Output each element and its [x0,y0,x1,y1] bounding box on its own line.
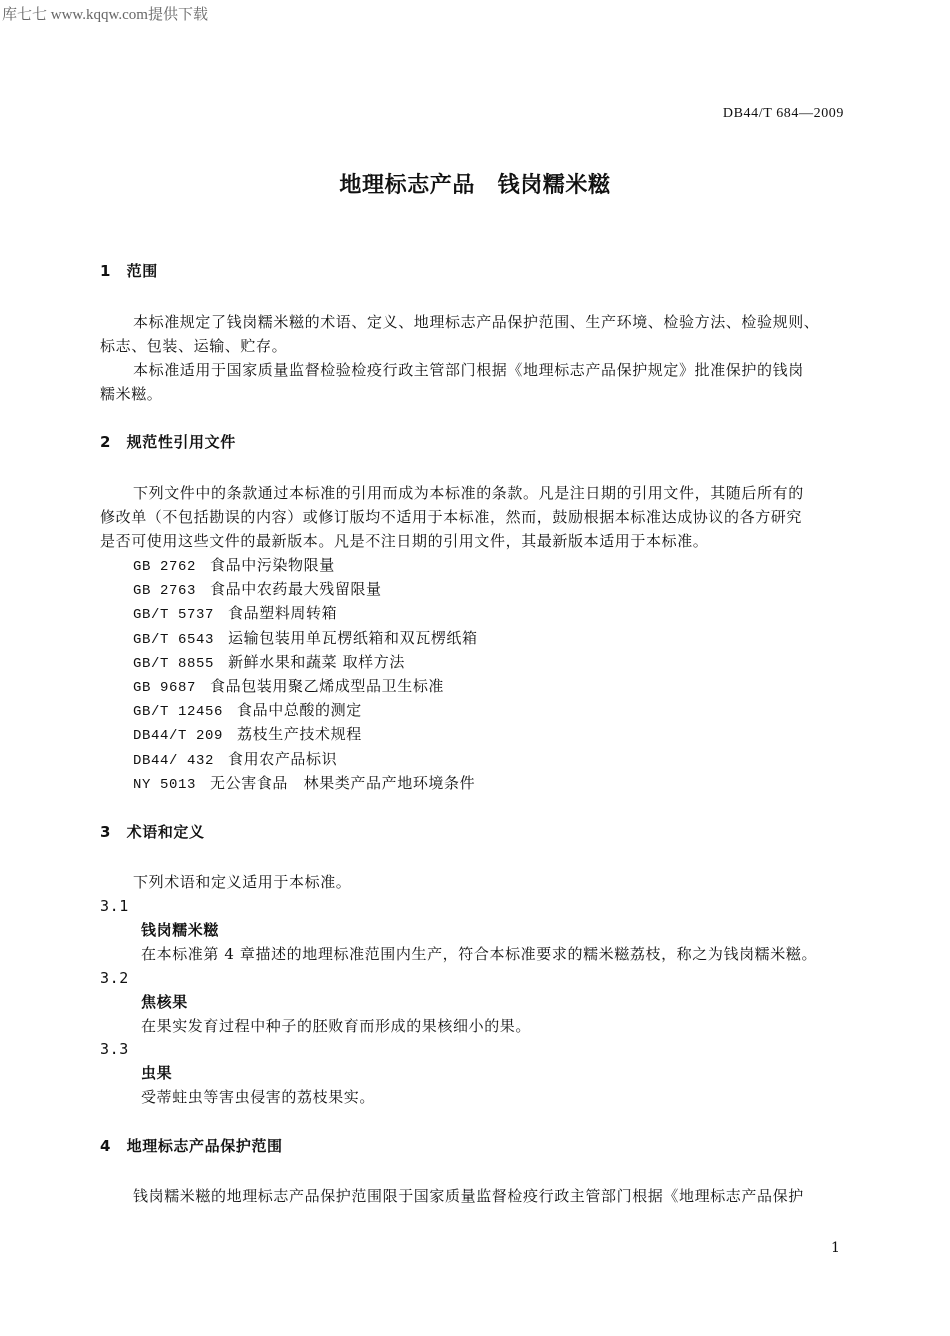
reference-code: GB 2763 [133,583,197,600]
reference-item [133,556,335,576]
reference-title: 食品包装用聚乙烯成型品卫生标准 [210,677,445,695]
reference-title: 食品中总酸的测定 [237,701,362,720]
term-name: 虫果 [141,1064,173,1082]
reference-title: 食品中污染物限量 [210,556,335,574]
term-definition: 在本标准第 4 章描述的地理标准范围内生产，符合本标准要求的糯米糍荔枝，称之为钱岗糯米糍。 [141,945,818,963]
reference-code: NY 5013 [133,776,197,793]
reference-code: GB/T 5737 [133,607,215,624]
reference-item [133,580,382,600]
section-2-heading: 2 规范性引用文件 [100,433,236,451]
paragraph-line: 本标准规定了钱岗糯米糍的术语、定义、地理标志产品保护范围、生产环境、检验方法、检验规则、 [133,313,820,331]
standard-number: DB44/T 684—2009 [722,106,844,121]
reference-title: 无公害食品 林果类产品产地环境条件 [210,773,476,792]
reference-title: 新鲜水果和蔬菜 取样方法 [228,652,405,671]
reference-title: 荔枝生产技术规程 [237,725,362,744]
reference-title: 食用农产品标识 [228,749,338,768]
reference-item [133,701,362,721]
reference-item [133,750,337,770]
reference-item [133,604,337,624]
reference-code: DB44/ 432 [133,752,215,769]
term-name: 钱岗糯米糍 [141,921,220,939]
reference-item [133,774,475,794]
paragraph-line: 下列文件中的条款通过本标准的引用而成为本标准的条款。凡是注日期的引用文件，其随后所有的 [133,484,804,502]
section-1-heading: 1 范围 [100,262,158,280]
paragraph-line: 钱岗糯米糍的地理标志产品保护范围限于国家质量监督检疫行政主管部门根据《地理标志产品保护 [133,1187,804,1205]
reference-code: GB/T 6543 [133,631,215,648]
page-number: 1 [831,1240,841,1256]
reference-item [133,725,362,745]
term-number: 3.3 [100,1040,129,1058]
term-definition: 受蒂蛀虫等害虫侵害的荔枝果实。 [141,1088,376,1106]
paragraph-line: 修改单（不包括勘误的内容）或修订版均不适用于本标准，然而，鼓励根据本标准达成协议的各方研究 [100,508,803,526]
reference-code: GB 9687 [133,680,197,696]
reference-code: GB/T 8855 [133,655,215,672]
paragraph-line: 下列术语和定义适用于本标准。 [133,873,352,891]
reference-code: GB 2762 [133,559,197,575]
reference-item [133,629,478,649]
term-definition: 在果实发育过程中种子的胚败育而形成的果核细小的果。 [141,1016,532,1035]
section-4-heading: 4 地理标志产品保护范围 [100,1137,283,1155]
term-number: 3.1 [100,897,129,915]
reference-code: GB/T 12456 [133,704,224,721]
paragraph-line: 是否可使用这些文件的最新版本。凡是不注日期的引用文件，其最新版本适用于本标准。 [100,532,709,550]
reference-title: 运输包装用单瓦楞纸箱和双瓦楞纸箱 [228,628,478,647]
reference-item [133,653,405,673]
page-title: 地理标志产品 钱岗糯米糍 [339,173,611,198]
paragraph-line: 糯米糍。 [100,385,163,403]
section-3-heading: 3 术语和定义 [100,823,205,841]
reference-code: DB44/T 209 [133,728,224,745]
term-name: 焦核果 [141,992,188,1011]
reference-item [133,677,444,697]
paragraph-line: 标志、包装、运输、贮存。 [100,337,288,355]
reference-title: 食品中农药最大残留限量 [210,580,382,599]
term-number: 3.2 [100,968,129,987]
reference-title: 食品塑料周转箱 [228,604,338,623]
watermark: 库七七 www.kqqw.com提供下载 [2,7,208,23]
paragraph-line: 本标准适用于国家质量监督检验检疫行政主管部门根据《地理标志产品保护规定》批准保护的钱岗 [133,361,804,379]
